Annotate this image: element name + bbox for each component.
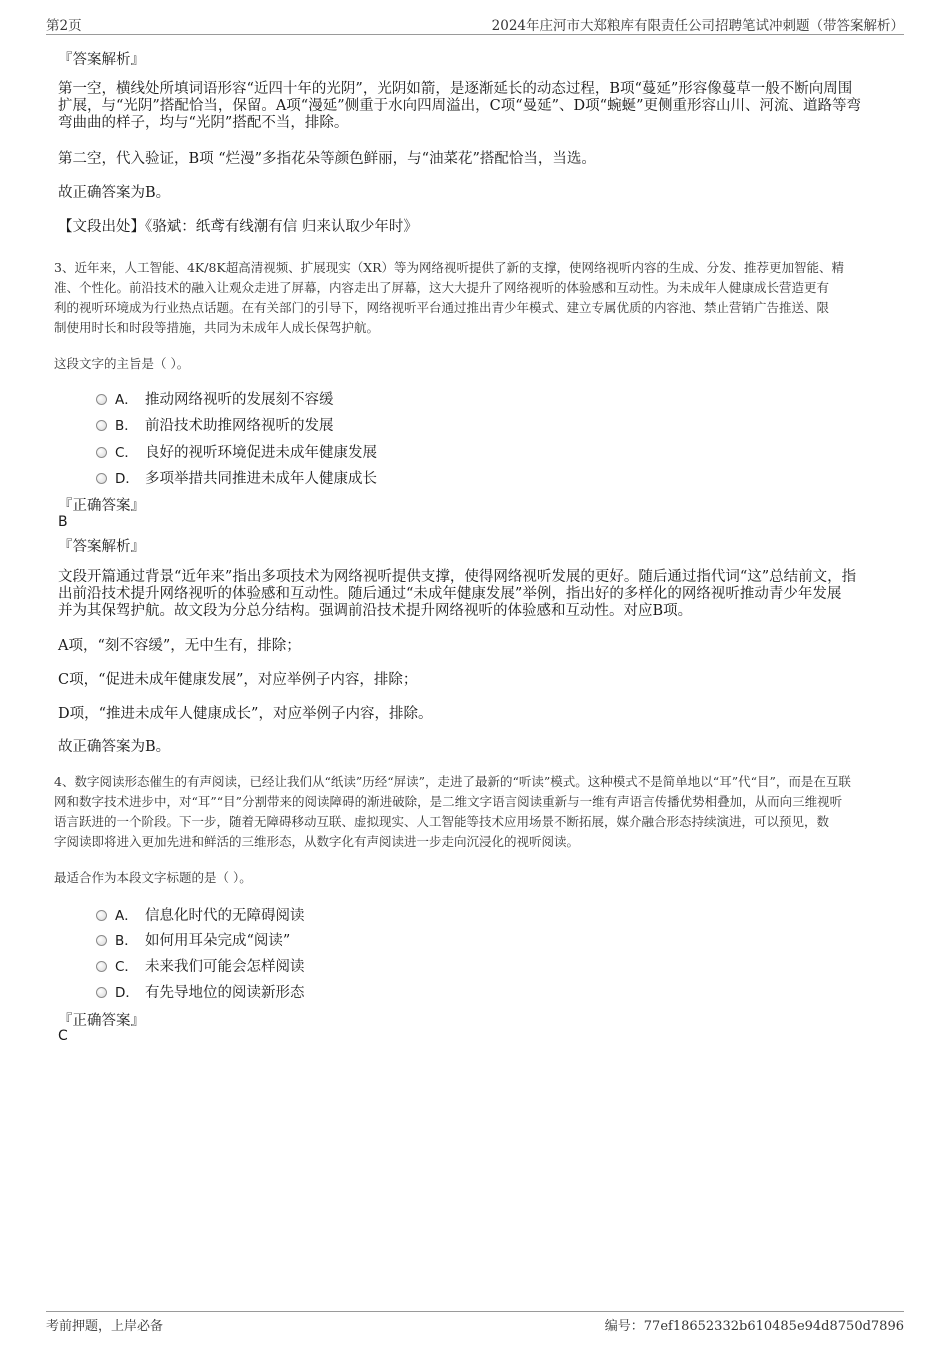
page-header [46,14,904,35]
option-text: 有先导地位的阅读新形态 [145,985,305,1001]
q3-analysis-paragraph-4: D项，“推进未成年人健康成长”，对应举例子内容，排除。 [58,706,433,722]
option-text: 推动网络视听的发展刻不容缓 [145,392,334,408]
q4-stem [54,772,896,852]
option-letter: A． [115,392,138,408]
option-letter: B． [115,418,138,434]
text-line: 字阅读即将进入更加先进和鲜活的三维形态，从数字化有声阅读进一步走向沉浸化的视听阅读。 [54,834,580,849]
option-text: 良好的视听环境促进未成年健康发展 [145,445,377,461]
text-line: 制使用时长和时段等措施，共同为未成年人成长保驾护航。 [54,320,380,335]
q4-option-d[interactable] [96,981,305,1001]
page-number: 第2页 [46,18,82,34]
option-letter: D． [115,471,139,487]
q4-option-a[interactable] [96,904,305,924]
q2-source: 【文段出处】《骆斌：纸鸢有线潮有信 归来认取少年时》 [58,219,418,235]
option-text: 多项举措共同推进未成年人健康成长 [145,471,377,487]
document-id: 编号：77ef18652332b610485e94d8750d7896 [604,1319,904,1334]
q3-analysis-paragraph-3: C项，“促进未成年健康发展”，对应举例子内容，排除； [58,672,418,688]
text-line: 弯曲曲的样子，均与“光阴”搭配不当，排除。 [58,115,349,131]
option-letter: B． [115,933,138,949]
q2-analysis-paragraph-2: 第二空，代入验证，B项 “烂漫”多指花朵等颜色鲜丽，与“油菜花”搭配恰当，当选。 [58,151,596,167]
radio-button[interactable] [96,447,107,458]
option-letter: C． [115,445,138,461]
text-line: 扩展，与“光阴”搭配恰当，保留。A项“漫延”侧重于水向四周溢出，C项“曼延”、D项“蜿蜒”更侧重形容山川、河流、道路等弯 [58,98,861,114]
q2-analysis-label: 『答案解析』 [58,52,145,68]
footer-slogan: 考前押题，上岸必备 [46,1319,164,1334]
q3-option-d[interactable] [96,467,377,487]
q3-option-a[interactable] [96,388,334,408]
text-line: 利的视听环境成为行业热点话题。在有关部门的引导下，网络视听平台通过推出青少年模式、建立专属优质的内容池、禁止营销广告推送、限 [54,300,830,315]
option-text: 未来我们可能会怎样阅读 [145,959,305,975]
q3-correct-answer: B [58,514,68,530]
q3-option-b[interactable] [96,414,334,434]
text-line: 出前沿技术提升网络视听的体验感和互动性。随后通过“未成年健康发展”举例，指出好的多样化的网络视听推动青少年发展 [58,586,842,602]
text-line: 3、近年来，人工智能、4K/8K超高清视频、扩展现实（XR）等为网络视听提供了新的支撑，使网络视听内容的生成、分发、推荐更加智能、精 [54,260,845,275]
q3-correct-label: 『正确答案』 [58,498,145,514]
option-text: 如何用耳朵完成“阅读” [145,933,291,949]
option-letter: A． [115,908,138,924]
option-text: 信息化时代的无障碍阅读 [145,908,305,924]
radio-button[interactable] [96,394,107,405]
q4-prompt: 最适合作为本段文字标题的是（ ）。 [54,870,252,885]
text-line: 准、个性化。前沿技术的融入让观众走进了屏幕，内容走出了屏幕，这大大提升了网络视听的体验感和互动性。为未成年人健康成长营造更有 [54,280,830,295]
text-line: 文段开篇通过背景“近年来”指出多项技术为网络视听提供支撑，使得网络视听发展的更好。随后通过指代词“这”总结前文，指 [58,569,857,585]
text-line: 网和数字技术进步中，对“耳”“目”分割带来的阅读障碍的渐进破除，是二维文字语言阅读重新与一维有声语言传播优势相叠加，从而向三维视听 [54,794,843,809]
q3-analysis-paragraph-2: A项，“刻不容缓”，无中生有，排除； [58,638,301,654]
radio-button[interactable] [96,961,107,972]
radio-button[interactable] [96,987,107,998]
option-letter: C． [115,959,138,975]
q3-analysis-paragraph-1 [58,569,896,620]
q4-option-b[interactable] [96,929,290,949]
text-line: 并为其保驾护航。故文段为分总分结构。强调前沿技术提升网络视听的体验感和互动性。对应B项。 [58,603,693,619]
text-line: 语言跃进的一个阶段。下一步，随着无障碍移动互联、虚拟现实、人工智能等技术应用场景不断拓展，媒介融合形态持续演进，可以预见，数 [54,814,830,829]
q3-prompt: 这段文字的主旨是（ ）。 [54,356,190,371]
radio-button[interactable] [96,935,107,946]
option-letter: D． [115,985,139,1001]
q4-option-c[interactable] [96,955,305,975]
q3-stem [54,258,896,338]
q3-analysis-label: 『答案解析』 [58,539,145,555]
page-footer [46,1311,904,1334]
document-title: 2024年庄河市大郑粮库有限责任公司招聘笔试冲刺题（带答案解析） [491,18,904,34]
radio-button[interactable] [96,910,107,921]
option-text: 前沿技术助推网络视听的发展 [145,418,334,434]
q4-correct-label: 『正确答案』 [58,1013,145,1029]
q2-conclusion: 故正确答案为B。 [58,185,171,201]
radio-button[interactable] [96,473,107,484]
q2-analysis-paragraph-1 [58,81,896,132]
q3-conclusion: 故正确答案为B。 [58,739,171,755]
q4-correct-answer: C [58,1028,68,1044]
radio-button[interactable] [96,420,107,431]
text-line: 第一空，横线处所填词语形容“近四十年的光阴”，光阴如箭，是逐渐延长的动态过程，B项“蔓延”形容像蔓草一般不断向周围 [58,81,853,97]
text-line: 4、数字阅读形态催生的有声阅读，已经让我们从“纸读”历经“屏读”，走进了最新的“听读”模式。这种模式不是简单地以“耳”代“目”，而是在互联 [54,774,851,789]
q3-option-c[interactable] [96,441,377,461]
